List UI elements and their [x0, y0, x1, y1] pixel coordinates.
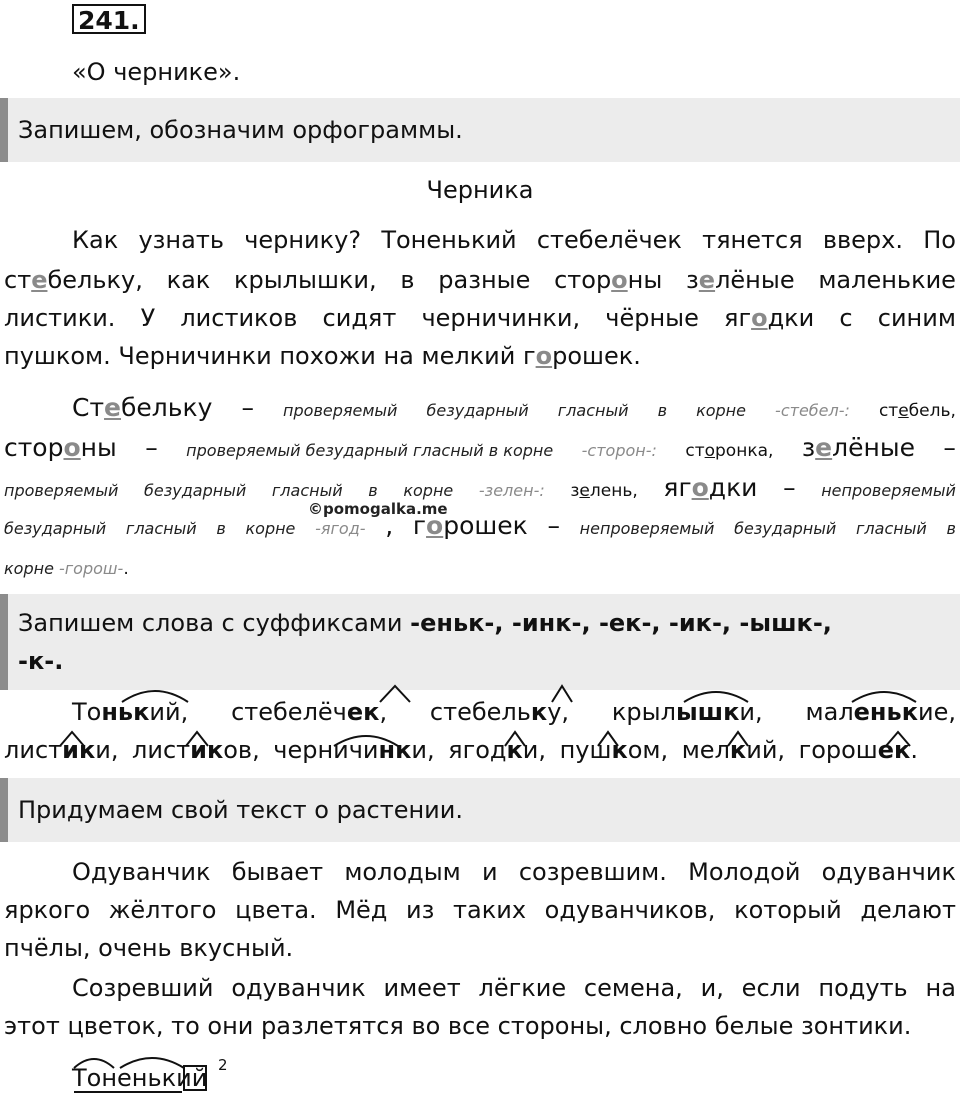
exercise-title: «О чернике».	[72, 58, 241, 86]
own-text-line-5: этот цветок, то они разлетятся во все стороны, словно белые зонтики.	[4, 1012, 912, 1040]
instruction-band-1	[0, 98, 960, 162]
text-line-1: Как узнать чернику? Тоненький стебелёчек тянется вверх. По	[72, 226, 956, 254]
explain-line-4: безударный гласный в корне -ягод- , горошек – непроверяемый безударный гласный в	[4, 511, 956, 540]
own-text-line-3: пчёлы, очень вкусный.	[4, 934, 294, 962]
own-text-line-2: яркого жёлтого цвета. Мёд из таких одуванчиков, который делают	[4, 896, 956, 924]
parse-index: 2	[218, 1056, 228, 1074]
text-line-3: листики. У листиков сидят черничинки, чёрные ягодки с синим	[4, 304, 956, 332]
instruction-band-2	[0, 594, 960, 690]
text-line-2: стебельку, как крылышки, в разные стороны зелёные маленькие	[4, 266, 956, 294]
suffix-list: -еньк-, -инк-, -ек-, -ик-, -ышк-,	[410, 609, 832, 637]
instruction-3: Придумаем свой текст о растении.	[18, 796, 463, 824]
explain-line-3: проверяемый безударный гласный в корне -зелен-: зелень, ягодки – непроверяемый	[4, 473, 956, 502]
suffix-line-1: Тонький, стебелёчек, стебельку, крылышки, маленькие,	[72, 698, 956, 726]
explain-line-5: корне -горош-.	[4, 559, 129, 579]
instruction-band-3	[0, 778, 960, 842]
own-text-line-1: Одуванчик бывает молодым и созревшим. Молодой одуванчик	[72, 858, 956, 886]
suffix-list-end: -к-.	[18, 647, 64, 675]
text-title: Черника	[426, 176, 534, 204]
instruction-2-prefix: Запишем слова с суффиксами	[18, 609, 411, 637]
task-number: 241.	[72, 4, 146, 34]
explain-line-1: Стебельку – проверяемый безударный гласный в корне -стебел-: стебель,	[72, 393, 956, 422]
explain-line-2: стороны – проверяемый безударный гласный в корне -сторон-: сторонка, зелёные –	[4, 433, 956, 462]
watermark: ©pomogalka.me	[308, 500, 448, 518]
suffix-line-2: листики, листиков, черничинки, ягодки, пушком, мелкий, горошек.	[4, 736, 918, 764]
instruction-1: Запишем, обозначим орфограммы.	[18, 116, 463, 144]
parse-word: Тоненький	[72, 1064, 208, 1092]
parse-marks	[60, 1046, 230, 1094]
own-text-line-4: Созревший одуванчик имеет лёгкие семена, и, если подуть на	[72, 974, 956, 1002]
text-line-4: пушком. Черничинки похожи на мелкий горошек.	[4, 342, 641, 370]
